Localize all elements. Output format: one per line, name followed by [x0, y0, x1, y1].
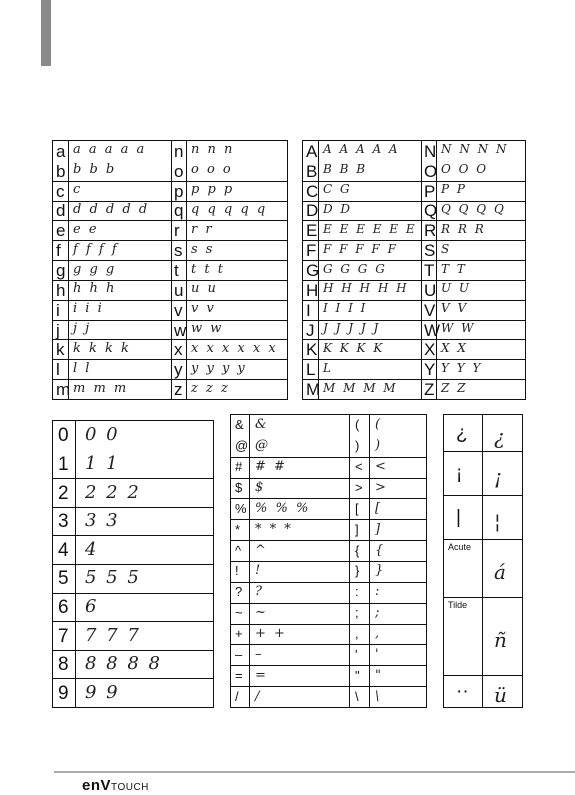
handwriting-sample: % % % — [255, 500, 311, 516]
accent-name: Acute — [448, 542, 472, 552]
handwriting-sample: C G — [323, 182, 352, 197]
handwriting-sample: p p p — [191, 182, 235, 198]
handwriting-sample: x x x x x x — [191, 340, 278, 356]
table-row-divider — [444, 495, 522, 496]
handwriting-sample: o o o — [191, 162, 233, 178]
handwriting-sample: " — [375, 667, 383, 683]
handwriting-sample: X X — [441, 340, 468, 355]
column-divider — [68, 141, 69, 399]
character-label: o — [174, 161, 184, 181]
handwriting-sample: $ — [255, 480, 266, 495]
table-row-divider — [231, 561, 426, 562]
symbol-label: } — [355, 563, 360, 579]
character-label: K — [306, 340, 318, 360]
character-label: O — [424, 161, 438, 181]
table-row-divider — [53, 650, 213, 651]
handwriting-sample: ¿ — [494, 425, 507, 449]
handwriting-sample: s s — [191, 241, 215, 257]
table-row-divider — [231, 644, 426, 645]
character-label: j — [56, 320, 60, 340]
column-divider — [349, 415, 350, 707]
handwriting-sample: ? — [255, 584, 264, 600]
table-row-divider — [444, 675, 522, 676]
handwriting-sample: / — [255, 688, 262, 704]
handwriting-sample: i i i — [73, 301, 104, 317]
handwriting-sample: r r — [191, 221, 214, 237]
handwriting-sample: n n n — [191, 142, 235, 158]
character-label: h — [56, 280, 66, 300]
column-divider — [75, 421, 76, 707]
handwriting-sample: G G G G — [323, 261, 387, 276]
handwriting-sample: T T — [441, 261, 467, 276]
table-row-divider — [231, 686, 426, 687]
character-label: m — [56, 380, 71, 400]
handwriting-sample: ñ — [494, 628, 509, 652]
character-label: B — [306, 161, 318, 181]
character-label: i — [56, 300, 60, 320]
handwriting-sample: Y Y Y — [441, 360, 483, 375]
digit-label: 9 — [58, 682, 69, 704]
character-label: Y — [424, 360, 436, 380]
handwriting-sample: j j — [73, 321, 92, 337]
character-label: v — [174, 300, 183, 320]
handwriting-sample: – — [255, 646, 264, 662]
character-label: V — [424, 300, 436, 320]
handwriting-sample: 0 0 — [85, 424, 120, 446]
handwriting-sample: S — [441, 241, 452, 256]
handwriting-sample: c — [73, 182, 83, 198]
digit-label: 6 — [58, 596, 69, 618]
digit-label: 4 — [58, 539, 69, 561]
accent-label: ·· — [456, 681, 469, 702]
handwriting-sample: y y y y — [191, 360, 247, 376]
character-label: E — [306, 221, 318, 241]
symbol-label: & — [235, 417, 244, 433]
accent-name: Tilde — [448, 600, 468, 610]
handwriting-sample: V V — [441, 301, 469, 316]
table-row-divider — [231, 519, 426, 520]
handwriting-sample: z z z — [191, 380, 230, 396]
handwriting-sample: M M M M — [323, 380, 398, 395]
table-row-divider — [444, 597, 522, 598]
handwriting-sample: 3 3 — [85, 510, 120, 532]
handwriting-sample: { — [375, 542, 386, 558]
handwriting-sample: 2 2 2 — [85, 481, 141, 503]
character-label: e — [56, 221, 66, 241]
handwriting-sample: 4 — [85, 538, 99, 560]
handwriting-sample: a a a a a — [73, 142, 147, 158]
character-label: Z — [424, 380, 435, 400]
handwriting-sample: ; — [375, 605, 382, 621]
handwriting-sample: K K K K — [323, 340, 385, 355]
character-label: z — [174, 380, 183, 400]
character-label: X — [424, 340, 436, 360]
symbol-label: @ — [235, 438, 249, 454]
character-label: P — [424, 181, 436, 201]
column-divider — [421, 141, 422, 399]
handwriting-sample: } — [375, 563, 386, 579]
handwriting-sample: ¡ — [494, 465, 505, 489]
digit-label: 3 — [58, 511, 69, 533]
handwriting-sample: 1 1 — [85, 452, 120, 474]
table-row-divider — [231, 665, 426, 666]
character-label: Q — [424, 201, 438, 221]
digit-label: 0 — [58, 425, 69, 447]
digits-table — [52, 420, 214, 708]
handwriting-sample: t t t — [191, 261, 225, 277]
handwriting-sample: 6 — [85, 595, 99, 617]
handwriting-sample: w w — [191, 321, 224, 337]
table-row-divider — [303, 260, 525, 261]
handwriting-sample: e e — [73, 221, 99, 237]
symbol-label: > — [355, 480, 363, 495]
symbol-label: < — [355, 459, 363, 475]
handwriting-sample: u u — [191, 281, 218, 297]
table-row-divider — [53, 564, 213, 565]
table-row-divider — [53, 535, 213, 536]
character-label: I — [306, 300, 311, 320]
symbol-label: – — [235, 646, 243, 662]
handwriting-sample: F F F F F — [323, 241, 398, 256]
accents-table — [443, 414, 523, 708]
symbol-label: * — [235, 521, 241, 537]
symbol-label: # — [235, 459, 243, 475]
handwriting-sample: Z Z — [441, 380, 468, 395]
table-row-divider — [53, 478, 213, 479]
brand-logo — [82, 777, 149, 794]
handwriting-sample: & — [255, 417, 269, 433]
character-label: L — [306, 360, 316, 380]
symbol-label: ! — [235, 563, 239, 579]
handwriting-sample: d d d d d — [73, 201, 150, 217]
brand-name: enV — [82, 777, 112, 794]
column-divider — [482, 415, 483, 707]
symbol-label: { — [355, 542, 360, 558]
column-divider — [171, 141, 172, 399]
handwriting-sample: ~ — [255, 605, 268, 621]
handwriting-sample: f f f f — [73, 241, 119, 257]
handwriting-sample: h h h — [73, 281, 117, 297]
handwriting-sample: J J J J J — [323, 321, 381, 336]
character-label: b — [56, 161, 66, 181]
character-label: G — [306, 261, 320, 280]
handwriting-sample: [ — [375, 500, 383, 516]
handwriting-sample: \ — [375, 688, 382, 704]
handwriting-sample: b b b — [73, 162, 117, 178]
table-row-divider — [303, 379, 525, 380]
handwriting-sample: N N N N — [441, 142, 509, 157]
table-row-divider — [444, 451, 522, 452]
character-label: D — [306, 201, 319, 221]
handwriting-sample: * * * — [255, 521, 293, 537]
symbol-label: % — [235, 500, 247, 516]
character-label: U — [424, 280, 437, 300]
handwriting-sample: g g g — [73, 261, 117, 277]
character-label: N — [424, 141, 437, 161]
handwriting-sample: ( — [375, 417, 383, 433]
digit-label: 8 — [58, 654, 69, 676]
digit-label: 5 — [58, 568, 69, 590]
symbol-label: \ — [355, 688, 359, 704]
table-row-divider — [53, 678, 213, 679]
character-label: A — [306, 141, 318, 161]
digit-label: 1 — [58, 453, 69, 475]
handwriting-sample: 5 5 5 — [85, 567, 141, 589]
symbol-label: $ — [235, 480, 243, 495]
character-label: a — [56, 141, 66, 161]
accent-label: ¡ — [456, 463, 463, 484]
handwriting-sample: W W — [441, 321, 476, 336]
handwriting-sample: D D — [323, 201, 353, 216]
handwriting-sample: B B B — [323, 162, 368, 177]
digit-label: 7 — [58, 625, 69, 647]
handwriting-sample: á — [494, 560, 508, 584]
symbols-table — [230, 414, 427, 708]
character-label: F — [306, 241, 317, 261]
table-row-divider — [53, 507, 213, 508]
handwriting-sample: ^ — [255, 542, 268, 558]
table-row-divider — [231, 603, 426, 604]
handwriting-sample: ) — [375, 438, 383, 454]
character-label: r — [174, 221, 180, 241]
handwriting-sample: A A A A A — [323, 142, 400, 157]
character-label: n — [174, 141, 184, 161]
table-row-divider — [53, 593, 213, 594]
handwriting-sample: E E E E E E — [323, 221, 417, 236]
character-label: l — [56, 360, 60, 380]
character-label: J — [306, 320, 315, 340]
handwriting-sample: I I I I — [323, 301, 368, 316]
symbol-label: ( — [355, 417, 360, 433]
handwriting-sample: Q Q Q Q — [441, 201, 506, 216]
symbol-label: ^ — [235, 542, 242, 558]
handwriting-sample: l l — [73, 360, 92, 376]
handwriting-sample: ] — [375, 521, 383, 537]
table-row-divider — [53, 181, 287, 182]
symbol-label: ? — [235, 584, 243, 600]
character-label: c — [56, 181, 65, 201]
character-label: t — [174, 261, 179, 280]
handwriting-sample: v v — [191, 301, 216, 317]
handwriting-sample: P P — [441, 182, 467, 197]
symbol-label: , — [355, 626, 359, 641]
character-label: C — [306, 181, 319, 201]
character-label: f — [56, 241, 61, 261]
handwriting-sample: L — [323, 360, 333, 375]
brand-sub: TOUCH — [111, 782, 149, 793]
character-label: w — [174, 320, 187, 340]
character-label: T — [424, 261, 435, 280]
table-row-divider — [53, 621, 213, 622]
accent-label: ¿ — [456, 423, 468, 444]
handwriting-sample: O O O — [441, 162, 489, 177]
handwriting-sample: R R R — [441, 221, 486, 236]
table-row-divider — [231, 457, 426, 458]
handwriting-sample: ü — [494, 683, 509, 707]
table-row-divider — [231, 582, 426, 583]
lowercase-table — [52, 140, 288, 400]
digit-label: 2 — [58, 482, 69, 504]
symbol-label: " — [355, 667, 360, 683]
character-label: M — [306, 380, 321, 400]
handwriting-sample: 8 8 8 8 — [85, 653, 162, 675]
handwriting-sample: ' — [375, 646, 381, 662]
handwriting-sample: 7 7 7 — [85, 624, 141, 646]
column-divider — [186, 141, 187, 399]
symbol-label: + — [235, 626, 243, 641]
character-label: q — [174, 201, 184, 221]
character-label: H — [306, 280, 319, 300]
table-row-divider — [53, 379, 287, 380]
footer-rule — [54, 771, 575, 773]
table-row-divider — [444, 539, 522, 540]
page-side-tab — [41, 0, 51, 66]
symbol-label: ) — [355, 438, 360, 454]
handwriting-sample: q q q q q — [191, 201, 268, 217]
character-label: S — [424, 241, 436, 261]
symbol-label: [ — [355, 500, 359, 516]
character-label: x — [174, 340, 183, 360]
symbol-label: = — [235, 667, 243, 683]
character-label: k — [56, 340, 65, 360]
handwriting-sample: H H H H H — [323, 281, 409, 296]
character-label: y — [174, 360, 183, 380]
symbol-label: / — [235, 688, 239, 704]
character-label: p — [174, 181, 184, 201]
symbol-label: ' — [355, 646, 358, 662]
table-row-divider — [231, 478, 426, 479]
handwriting-sample: : — [375, 584, 382, 600]
character-label: g — [56, 261, 66, 280]
handwriting-sample: < — [375, 459, 388, 475]
column-divider — [249, 415, 250, 707]
handwriting-sample: U U — [441, 281, 472, 296]
handwriting-sample: ! — [255, 563, 263, 579]
symbol-label: ; — [355, 605, 359, 621]
symbol-label: ] — [355, 521, 359, 537]
symbol-label: : — [355, 584, 359, 600]
handwriting-sample: = — [255, 667, 268, 683]
uppercase-table — [302, 140, 526, 400]
handwriting-sample: + + — [255, 626, 287, 641]
table-row-divider — [231, 498, 426, 499]
handwriting-sample: , — [375, 626, 382, 641]
column-divider — [369, 415, 370, 707]
handwriting-sample: 9 9 — [85, 681, 120, 703]
accent-label: | — [456, 507, 461, 528]
handwriting-sample: m m m — [73, 380, 129, 396]
table-row-divider — [231, 540, 426, 541]
character-label: d — [56, 201, 66, 221]
handwriting-sample: @ — [255, 438, 270, 454]
table-row-divider — [303, 359, 525, 360]
table-row-divider — [53, 260, 287, 261]
handwriting-sample: > — [375, 480, 388, 495]
handwriting-sample: # # — [255, 459, 287, 475]
handwriting-sample: ¦ — [494, 509, 503, 533]
character-label: u — [174, 280, 184, 300]
character-label: W — [424, 320, 441, 340]
handwriting-sample: k k k k — [73, 340, 131, 356]
character-label: s — [174, 241, 183, 261]
character-label: R — [424, 221, 437, 241]
table-row-divider — [231, 624, 426, 625]
symbol-label: ~ — [235, 605, 243, 621]
